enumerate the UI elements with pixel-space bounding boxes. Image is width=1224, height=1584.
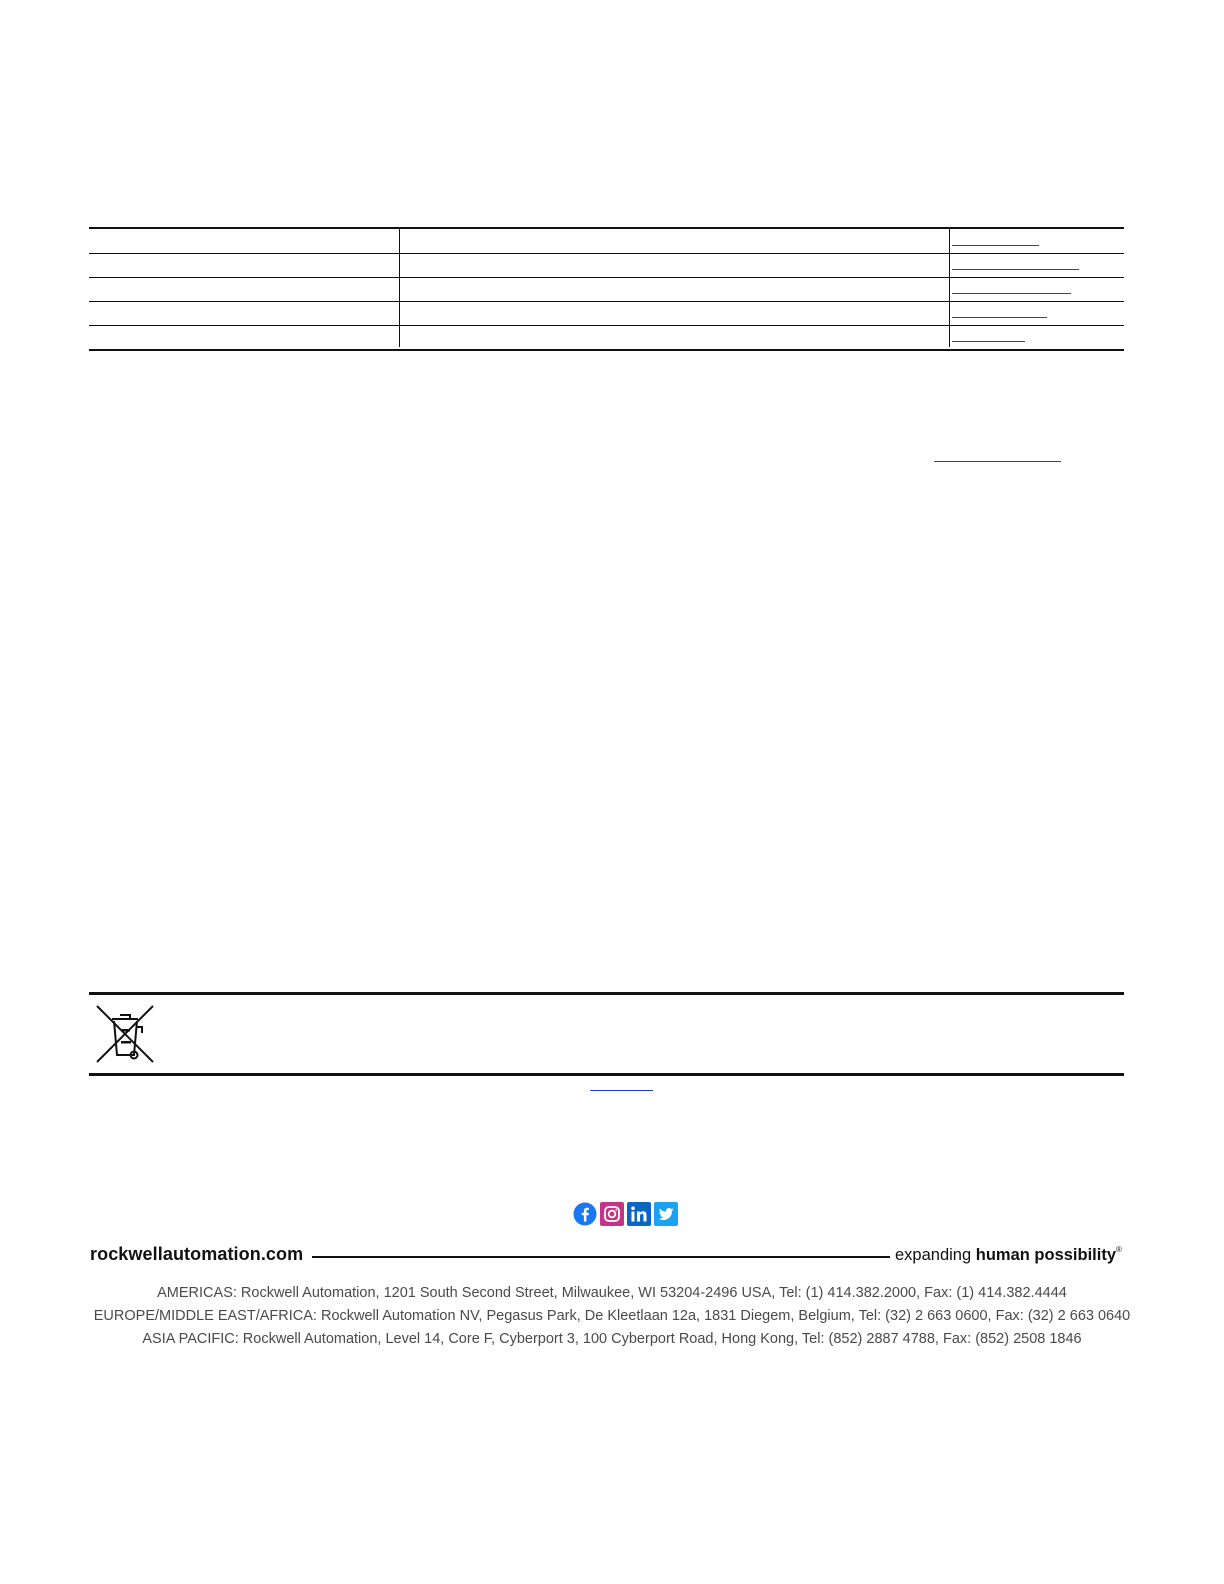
tagline-bold: human possibility: [975, 1246, 1117, 1264]
table-link[interactable]: [952, 269, 1079, 270]
body-link[interactable]: [590, 1090, 653, 1091]
table-row: [89, 301, 1124, 326]
tagline: [895, 1246, 1122, 1265]
address-asia-pacific: ASIA PACIFIC: Rockwell Automation, Level 14, Core F, Cyberport 3, 100 Cyberport Road, Hong Kong, Tel: (852) 2887 4788, Fax: (852) 2508 1846: [142, 1331, 1082, 1347]
table-link[interactable]: [952, 317, 1047, 318]
table-row: [89, 253, 1124, 278]
brand-divider: [312, 1256, 890, 1258]
social-links: [573, 1202, 678, 1226]
table-column-divider: [399, 229, 400, 347]
registered-mark: ®: [1116, 1245, 1122, 1254]
linkedin-icon[interactable]: [627, 1202, 651, 1226]
facebook-icon[interactable]: [573, 1202, 597, 1226]
table-row: [89, 325, 1124, 349]
address-emea: EUROPE/MIDDLE EAST/AFRICA: Rockwell Automation NV, Pegasus Park, De Kleetlaan 12a, 1831 Diegem, Belgium, Tel: (32) 2 663 0600, Fax: (32) 2 663 0640: [93, 1308, 1131, 1324]
weee-notice: [89, 992, 1124, 1076]
twitter-icon[interactable]: [654, 1202, 678, 1226]
body-link[interactable]: [934, 461, 1061, 462]
instagram-icon[interactable]: [600, 1202, 624, 1226]
table-link[interactable]: [952, 293, 1071, 294]
website-link[interactable]: rockwellautomation.com: [90, 1244, 304, 1264]
table-column-divider: [949, 229, 950, 347]
address-americas: AMERICAS: Rockwell Automation, 1201 South Second Street, Milwaukee, WI 53204-2496 USA, Tel: (1) 414.382.2000, Fax: (1) 414.382.4444: [157, 1285, 1067, 1301]
crossed-out-wheelie-bin-icon: [94, 1003, 156, 1065]
table-link[interactable]: [952, 245, 1039, 246]
table-link[interactable]: [952, 341, 1025, 342]
table-row: [89, 277, 1124, 302]
support-resources-table: [89, 227, 1124, 351]
table-row: [89, 229, 1124, 254]
tagline-prefix: expanding: [895, 1246, 976, 1264]
